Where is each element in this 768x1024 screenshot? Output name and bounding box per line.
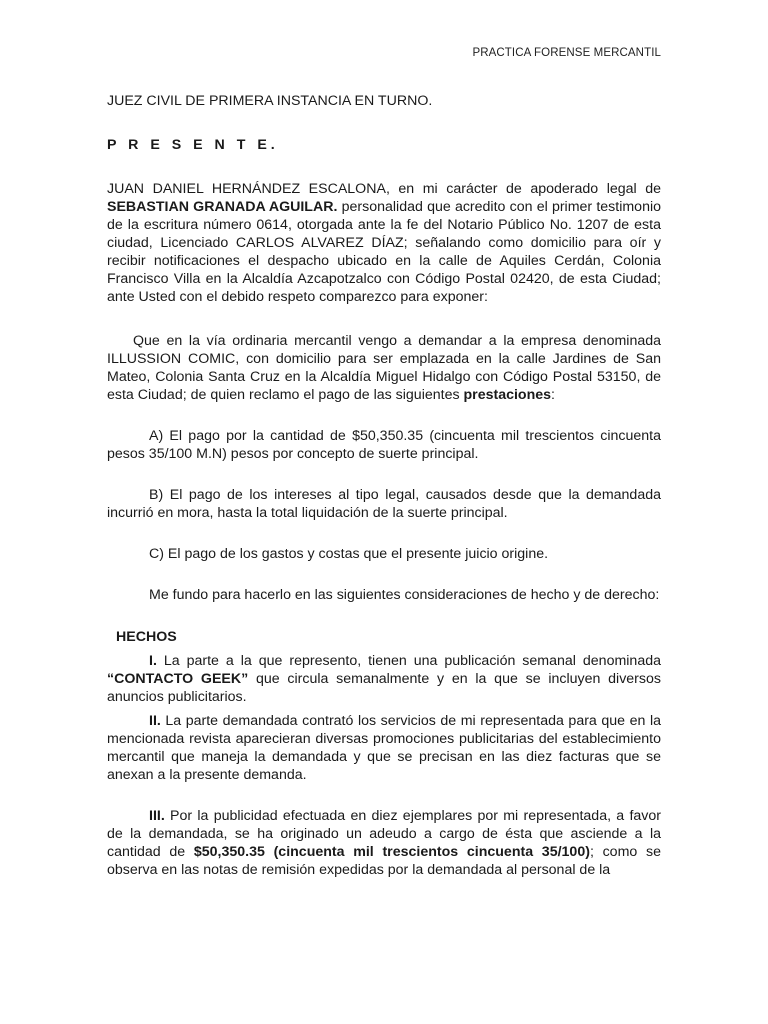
hecho-3-bold: $50,350.35 (cincuenta mil trescientos cincuenta 35/100) — [193, 844, 590, 860]
claim-text: Que en la vía ordinaria mercantil vengo a demandar a la empresa denominada ILLUSSION COMIC, con domicilio para ser emplazada en la calle Jardines de San Mateo, Colonia Santa Cruz en la Alcaldía Miguel Hidalgo con Código Postal 53150, de esta Ciudad; de quien reclamo el pago de las siguientes — [107, 333, 661, 403]
hecho-1-text-1: La parte a la que represento, tienen una publicación semanal denominada — [156, 653, 661, 669]
hechos-heading: HECHOS — [116, 629, 177, 645]
claim-paragraph — [107, 332, 661, 404]
intro-paragraph — [107, 180, 661, 306]
hecho-3 — [107, 807, 661, 879]
attorney-name: JUAN DANIEL HERNÁNDEZ ESCALONA — [107, 181, 386, 197]
claim-end: : — [551, 387, 555, 403]
running-header: PRACTICA FORENSE MERCANTIL — [472, 47, 661, 59]
hecho-3-text-2: ; como se observa en las notas de remisión expedidas por la demandada al personal de la — [107, 844, 661, 878]
intro-text-2: personalidad que acredito con el primer testimonio de la escritura número 0614, otorgada ante la fe del Notario Público No. 1207 de esta ciudad, Licenciado CARLOS ALVAREZ DÍAZ; señalando como domicilio para oír y recibir notificaciones el despacho ubicado en la calle de Aquiles Cerdán, Colonia Francisco Villa en la Alcaldía Azcapotzalco con Código Postal 02420, de esta Ciudad; ante Usted con el debido respeto comparezco para exponer: — [107, 199, 662, 305]
hecho-1-num: I. — [149, 653, 157, 669]
hecho-2-num: II. — [149, 713, 161, 729]
presente-heading: P R E S E N T E. — [107, 137, 279, 153]
claim-bold: prestaciones — [463, 387, 552, 403]
hecho-2-text: La parte demandada contrató los servicios de mi representada para que en la mencionada revista aparecieran diversas promociones publicitarias del establecimiento mercantil que maneja la demandada y que se precisan en las diez facturas que se anexan a la presente demanda. — [107, 713, 661, 783]
client-name: SEBASTIAN GRANADA AGUILAR. — [107, 199, 338, 215]
prestacion-c: C) El pago de los gastos y costas que el presente juicio origine. — [149, 546, 549, 562]
document-body — [107, 92, 661, 879]
hecho-2 — [107, 712, 661, 784]
hecho-3-text-1: Por la publicidad efectuada en diez ejemplares por mi representada, a favor de la demandada, se ha originado un adeudo a cargo de ésta que asciende a la cantidad de — [107, 808, 661, 860]
hecho-1-bold: “CONTACTO GEEK” — [107, 671, 249, 687]
hecho-3-num: III. — [149, 808, 165, 824]
hecho-1-text-2: que circula semanalmente y en la que se incluyen diversos anuncios publicitarios. — [107, 671, 661, 705]
prestacion-b: B) El pago de los intereses al tipo legal, causados desde que la demandada incurrió en mora, hasta la total liquidación de la suerte principal. — [107, 487, 661, 521]
fundo-paragraph: Me fundo para hacerlo en las siguientes consideraciones de hecho y de derecho: — [149, 587, 660, 603]
hecho-1 — [107, 652, 661, 706]
addressee-line: JUEZ CIVIL DE PRIMERA INSTANCIA EN TURNO. — [107, 93, 433, 109]
intro-text-1: , en mi carácter de apoderado legal de — [385, 181, 662, 197]
prestacion-a: A) El pago por la cantidad de $50,350.35 (cincuenta mil trescientos cincuenta pesos 35/100 M.N) pesos por concepto de suerte principal. — [107, 428, 661, 462]
